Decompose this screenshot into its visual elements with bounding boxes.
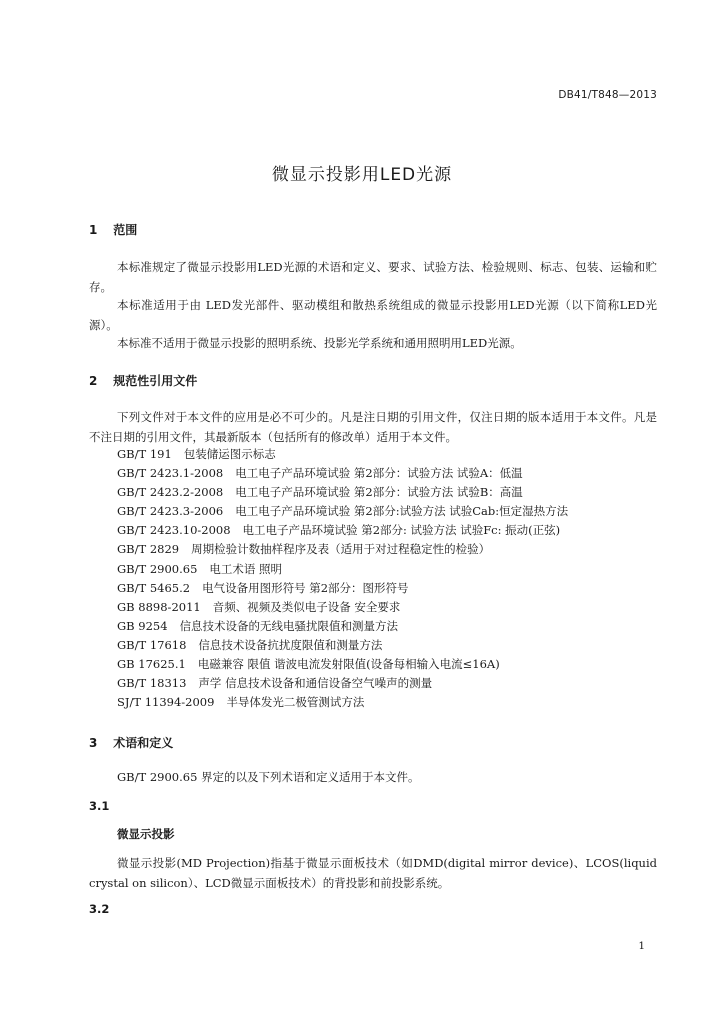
section-number: 2 xyxy=(89,374,98,388)
document-title: 微显示投影用LED光源 xyxy=(271,165,453,185)
reference-code: GB/T 2900.65 xyxy=(117,561,198,576)
reference-list xyxy=(117,445,568,712)
reference-name: 包装储运图示标志 xyxy=(183,447,276,461)
reference-name: 音频、视频及类似电子设备 安全要求 xyxy=(212,599,401,614)
reference-name: 信息技术设备抗扰度限值和测量方法 xyxy=(198,637,383,652)
term-number: 3.1 xyxy=(89,799,110,813)
reference-name: 电磁兼容 限值 谐波电流发射限值(设备每相输入电流≤16A) xyxy=(197,657,500,672)
terms-intro: GB/T 2900.65 界定的以及下列术语和定义适用于本文件。 xyxy=(117,770,420,784)
scope-paragraph: 本标准规定了微显示投影用LED光源的术语和定义、要求、试验方法、检验规则、标志、包装、运输和贮存。 xyxy=(89,260,657,294)
section-heading-normative-references xyxy=(89,372,197,389)
reference-code: GB/T 191 xyxy=(117,447,172,461)
reference-code: GB/T 2423.3-2006 xyxy=(117,504,224,519)
section-title: 范围 xyxy=(113,223,138,237)
reference-item xyxy=(117,483,568,502)
reference-item xyxy=(117,445,568,464)
section-number: 3 xyxy=(89,736,98,750)
scope-paragraph: 本标准不适用于微显示投影的照明系统、投影光学系统和通用照明用LED光源。 xyxy=(117,336,522,350)
reference-item xyxy=(117,674,568,693)
term-name: 微显示投影 xyxy=(117,827,175,841)
term-number: 3.2 xyxy=(89,902,110,916)
reference-code: GB/T 2829 xyxy=(117,542,180,557)
reference-code: GB/T 2423.1-2008 xyxy=(117,466,224,481)
section-heading-terms-and-definitions xyxy=(89,734,173,751)
scope-paragraph: 本标准适用于由 LED发光部件、驱动模组和散热系统组成的微显示投影用LED光源（以下简称LED光源）。 xyxy=(89,298,657,332)
reference-item xyxy=(117,560,568,579)
reference-name: 周期检验计数抽样程序及表（适用于对过程稳定性的检验） xyxy=(191,542,491,557)
reference-item xyxy=(117,655,568,674)
reference-code: GB/T 2423.10-2008 xyxy=(117,523,231,538)
reference-code: GB 9254 xyxy=(117,618,168,633)
reference-code: SJ/T 11394-2009 xyxy=(117,695,215,710)
reference-item xyxy=(117,579,568,598)
reference-name: 电工电子产品环境试验 第2部分：试验方法 试验B：高温 xyxy=(235,485,523,500)
reference-code: GB 8898-2011 xyxy=(117,599,201,614)
section-title: 术语和定义 xyxy=(113,736,174,750)
page-number: 1 xyxy=(638,940,645,952)
reference-item xyxy=(117,617,568,636)
reference-name: 电工术语 照明 xyxy=(209,561,283,576)
reference-name: 电气设备用图形符号 第2部分：图形符号 xyxy=(202,580,409,595)
reference-item xyxy=(117,521,568,540)
section-number: 1 xyxy=(89,223,98,237)
reference-name: 声学 信息技术设备和通信设备空气噪声的测量 xyxy=(198,676,433,691)
standard-code: DB41/T848—2013 xyxy=(558,89,657,101)
reference-code: GB/T 17618 xyxy=(117,637,187,652)
reference-code: GB/T 5465.2 xyxy=(117,580,191,595)
reference-code: GB 17625.1 xyxy=(117,657,186,672)
reference-item xyxy=(117,464,568,483)
reference-code: GB/T 18313 xyxy=(117,676,187,691)
reference-code: GB/T 2423.2-2008 xyxy=(117,485,224,500)
section-heading-scope xyxy=(89,221,137,238)
reference-name: 电工电子产品环境试验 第2部分：试验方法 试验A：低温 xyxy=(235,466,523,481)
term-definition: 微显示投影(MD Projection)指基于微显示面板技术（如DMD(digital mirror device)、LCOS(liquid crystal on silicon）、LCD微显示面板技术）的背投影和前投影系统。 xyxy=(89,856,657,890)
reference-name: 半导体发光二极管测试方法 xyxy=(226,695,365,710)
reference-item xyxy=(117,693,568,712)
reference-name: 电工电子产品环境试验 第2部分: 试验方法 试验Fc: 振动(正弦) xyxy=(242,523,561,538)
reference-name: 电工电子产品环境试验 第2部分:试验方法 试验Cab:恒定湿热方法 xyxy=(235,504,569,519)
reference-item xyxy=(117,502,568,521)
reference-item xyxy=(117,598,568,617)
section-title: 规范性引用文件 xyxy=(113,374,198,388)
reference-item xyxy=(117,540,568,559)
references-intro: 下列文件对于本文件的应用是必不可少的。凡是注日期的引用文件，仅注日期的版本适用于本文件。凡是不注日期的引用文件，其最新版本（包括所有的修改单）适用于本文件。 xyxy=(89,410,657,444)
reference-item xyxy=(117,636,568,655)
reference-name: 信息技术设备的无线电骚扰限值和测量方法 xyxy=(179,618,399,633)
